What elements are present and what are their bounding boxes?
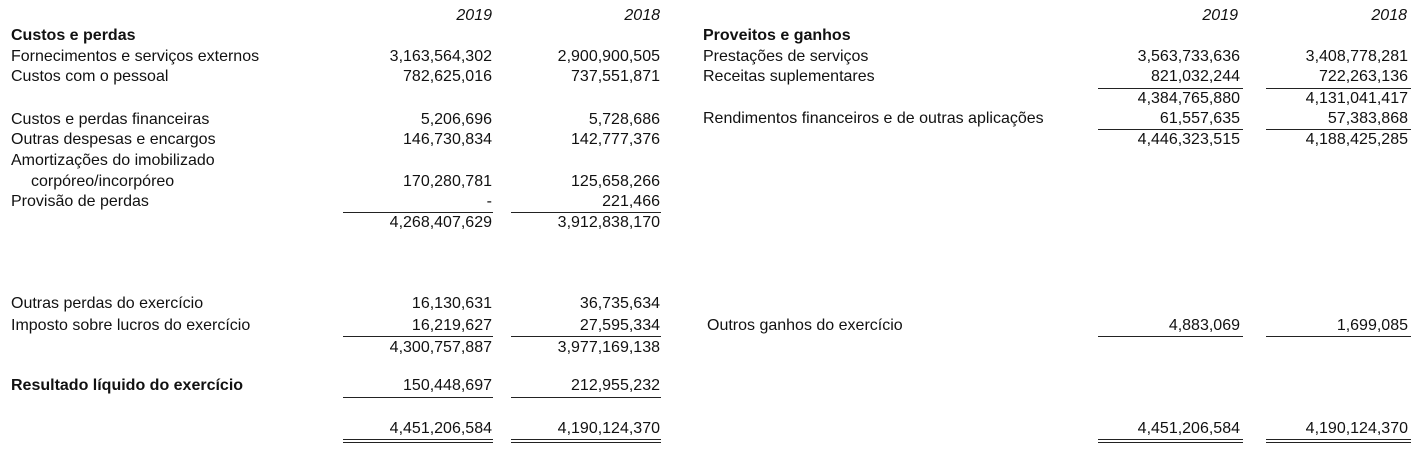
subtotal-2018: 3,912,838,170 <box>557 214 660 231</box>
double-underline <box>1098 439 1243 443</box>
row-value-2018: 2,900,900,505 <box>557 48 660 65</box>
subtotal-2018: 4,131,041,417 <box>1305 90 1408 107</box>
subtotal-2018: 4,188,425,285 <box>1305 131 1408 148</box>
divider <box>343 336 493 337</box>
row-label: Imposto sobre lucros do exercício <box>11 317 251 334</box>
total-2019: 4,451,206,584 <box>389 420 492 437</box>
row-value-2019: 5,206,696 <box>420 111 492 128</box>
row-value-2018: 142,777,376 <box>571 131 660 148</box>
row-value-2018: 221,466 <box>602 193 660 210</box>
subtotal-2018: 3,977,169,138 <box>557 339 660 356</box>
divider <box>1266 336 1411 337</box>
divider <box>511 212 661 213</box>
divider <box>1098 129 1243 130</box>
financial-income-label: Rendimentos financeiros e de outras aplicações <box>703 110 1044 127</box>
left-year-2019: 2019 <box>456 7 492 24</box>
row-value-2019: 146,730,834 <box>403 131 492 148</box>
row-value-2018: 3,408,778,281 <box>1305 48 1408 65</box>
row-value-2019: 170,280,781 <box>403 173 492 190</box>
row-label: Prestações de serviços <box>703 48 869 65</box>
row-value-2018: 5,728,686 <box>588 111 660 128</box>
other-gains-2018: 1,699,085 <box>1336 317 1408 334</box>
double-underline <box>511 439 661 443</box>
revenue-heading: Proveitos e ganhos <box>703 27 851 44</box>
row-value-2019: 3,563,733,636 <box>1137 48 1240 65</box>
other-gains-label: Outros ganhos do exercício <box>707 317 903 334</box>
financial-income-2018: 57,383,868 <box>1327 110 1408 127</box>
financial-income-2019: 61,557,635 <box>1159 110 1240 127</box>
row-value-2018: 36,735,634 <box>579 295 660 312</box>
row-label: Fornecimentos e serviços externos <box>11 48 260 65</box>
subtotal-2019: 4,384,765,880 <box>1137 90 1240 107</box>
row-value-2018: 125,658,266 <box>571 173 660 190</box>
divider <box>1266 129 1411 130</box>
total-2018: 4,190,124,370 <box>557 420 660 437</box>
row-label: Custos com o pessoal <box>11 68 169 85</box>
divider <box>343 397 493 398</box>
right-year-2019: 2019 <box>1202 7 1238 24</box>
subtotal-2019: 4,446,323,515 <box>1137 131 1240 148</box>
right-year-2018: 2018 <box>1371 7 1407 24</box>
divider <box>1098 88 1243 89</box>
net-result-2018: 212,955,232 <box>571 377 660 394</box>
row-value-2019: 3,163,564,302 <box>389 48 492 65</box>
row-label-continuation: corpóreo/incorpóreo <box>31 173 175 190</box>
divider <box>1266 88 1411 89</box>
row-value-2018: 27,595,334 <box>579 317 660 334</box>
row-label: Outras despesas e encargos <box>11 131 216 148</box>
row-label: Amortizações do imobilizado <box>11 152 215 169</box>
divider <box>511 397 661 398</box>
left-year-2018: 2018 <box>624 7 660 24</box>
row-value-2019: 16,219,627 <box>411 317 492 334</box>
net-result-label: Resultado líquido do exercício <box>11 377 244 394</box>
total-2018: 4,190,124,370 <box>1305 420 1408 437</box>
other-gains-2019: 4,883,069 <box>1168 317 1240 334</box>
row-value-2019: 821,032,244 <box>1151 68 1240 85</box>
row-value-2019: 782,625,016 <box>403 68 492 85</box>
divider <box>343 212 493 213</box>
row-value-2019: 16,130,631 <box>411 295 492 312</box>
double-underline <box>343 439 493 443</box>
row-value-2019: - <box>486 193 492 210</box>
subtotal-2019: 4,268,407,629 <box>389 214 492 231</box>
total-2019: 4,451,206,584 <box>1137 420 1240 437</box>
row-value-2018: 722,263,136 <box>1319 68 1408 85</box>
net-result-2019: 150,448,697 <box>403 377 492 394</box>
double-underline <box>1266 439 1411 443</box>
subtotal-2019: 4,300,757,887 <box>389 339 492 356</box>
costs-heading: Custos e perdas <box>11 27 136 44</box>
row-label: Custos e perdas financeiras <box>11 111 210 128</box>
row-label: Provisão de perdas <box>11 193 149 210</box>
divider <box>511 336 661 337</box>
divider <box>1098 336 1243 337</box>
row-value-2018: 737,551,871 <box>571 68 660 85</box>
row-label: Receitas suplementares <box>703 68 875 85</box>
row-label: Outras perdas do exercício <box>11 295 204 312</box>
